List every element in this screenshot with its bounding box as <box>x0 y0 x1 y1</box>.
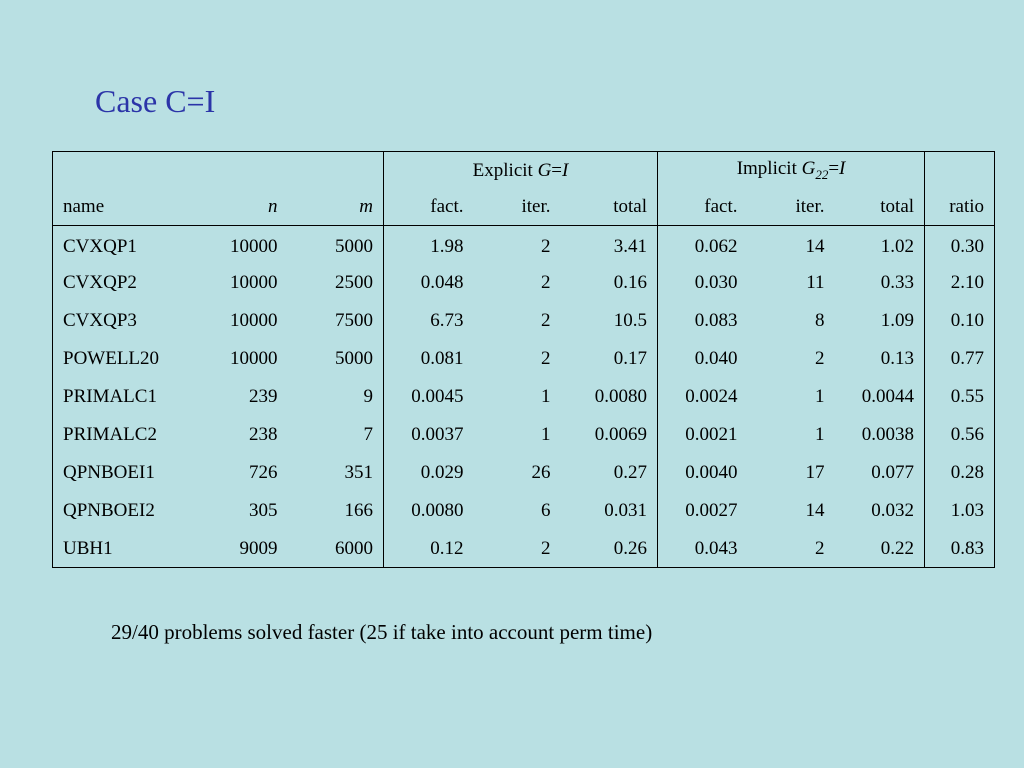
cell-n: 10000 <box>230 236 278 258</box>
cell-explicit-total: 10.5 <box>613 310 648 331</box>
col-header-name: name <box>53 189 198 226</box>
implicit-prefix: Implicit <box>736 158 802 180</box>
table-row <box>53 340 995 378</box>
cell-n: 239 <box>249 386 278 407</box>
cell-explicit-fact: 0.0037 <box>384 416 474 454</box>
slide-title: Case C=I <box>95 83 216 119</box>
cell-name: POWELL20 <box>63 348 160 369</box>
blank-header-cell <box>288 152 384 189</box>
cell-name: PRIMALC1 <box>63 386 157 407</box>
cell-explicit-total: 0.26 <box>613 537 648 559</box>
table-row <box>53 264 995 302</box>
cell-name: QPNBOEI1 <box>63 462 155 483</box>
table-row <box>53 416 995 454</box>
cell-explicit-iter: 2 <box>541 272 551 293</box>
cell-explicit-fact: 0.029 <box>384 454 474 492</box>
cell-explicit-iter: 1 <box>541 424 551 445</box>
cell-implicit-fact: 0.0040 <box>658 454 748 492</box>
cell-ratio: 0.30 <box>925 226 995 264</box>
cell-implicit-fact: 0.0021 <box>658 416 748 454</box>
cell-explicit-total: 0.031 <box>604 500 648 521</box>
cell-implicit-fact: 0.062 <box>658 226 748 264</box>
results-table <box>52 151 995 568</box>
cell-explicit-total: 0.16 <box>613 272 648 293</box>
footnote: 29/40 problems solved faster (25 if take into account perm time) <box>111 620 653 644</box>
cell-implicit-iter: 1 <box>815 424 825 445</box>
cell-implicit-total: 0.22 <box>880 537 915 559</box>
table-row <box>53 492 995 530</box>
cell-m: 5000 <box>335 236 373 258</box>
cell-explicit-fact: 0.081 <box>384 340 474 378</box>
cell-m: 2500 <box>335 272 373 293</box>
cell-implicit-total: 1.09 <box>880 310 915 331</box>
cell-explicit-fact: 0.048 <box>384 264 474 302</box>
cell-n: 726 <box>249 462 278 483</box>
cell-implicit-total: 1.02 <box>880 236 915 258</box>
explicit-group-header <box>384 152 658 189</box>
cell-explicit-fact: 0.12 <box>384 530 474 568</box>
cell-explicit-iter: 1 <box>541 386 551 407</box>
implicit-eq: = <box>828 158 840 180</box>
cell-implicit-total: 0.13 <box>880 348 915 369</box>
cell-explicit-total: 0.0069 <box>594 424 648 445</box>
cell-explicit-total: 0.0080 <box>594 386 648 407</box>
cell-ratio: 0.28 <box>925 454 995 492</box>
cell-implicit-total: 0.0044 <box>861 386 915 407</box>
cell-ratio: 0.55 <box>925 378 995 416</box>
cell-n: 10000 <box>230 348 278 369</box>
cell-n: 9009 <box>239 537 278 559</box>
cell-implicit-iter: 14 <box>805 236 825 258</box>
cell-explicit-fact: 1.98 <box>384 226 474 264</box>
table-row <box>53 226 995 264</box>
cell-name: CVXQP1 <box>63 236 137 258</box>
implicit-group-header <box>658 152 925 189</box>
cell-n: 10000 <box>230 310 278 331</box>
col-header-explicit-fact: fact. <box>384 189 474 226</box>
cell-explicit-iter: 2 <box>541 348 551 369</box>
table-row <box>53 302 995 340</box>
implicit-subscript: 22 <box>815 167 829 183</box>
col-header-implicit-iter: iter. <box>748 189 835 226</box>
explicit-I: I <box>562 159 569 181</box>
cell-implicit-total: 0.032 <box>871 500 915 521</box>
cell-implicit-total: 0.077 <box>871 462 915 483</box>
cell-implicit-fact: 0.0027 <box>658 492 748 530</box>
cell-explicit-fact: 6.73 <box>384 302 474 340</box>
cell-implicit-iter: 11 <box>806 272 825 293</box>
cell-implicit-iter: 8 <box>815 310 825 331</box>
col-header-m: m <box>288 189 384 226</box>
cell-implicit-total: 0.33 <box>880 272 915 293</box>
col-header-implicit-total: total <box>835 189 925 226</box>
blank-header-cell <box>925 152 995 189</box>
explicit-G: G <box>537 159 552 181</box>
cell-implicit-total: 0.0038 <box>861 424 915 445</box>
cell-explicit-total: 0.17 <box>613 348 648 369</box>
cell-implicit-iter: 2 <box>815 537 825 559</box>
cell-m: 166 <box>344 500 373 521</box>
cell-implicit-iter: 14 <box>805 500 825 521</box>
cell-explicit-fact: 0.0080 <box>384 492 474 530</box>
table-row <box>53 454 995 492</box>
blank-header-cell <box>198 152 288 189</box>
col-header-explicit-total: total <box>561 189 658 226</box>
explicit-prefix: Explicit <box>472 159 538 181</box>
implicit-G: G <box>801 158 816 180</box>
col-header-explicit-iter: iter. <box>474 189 561 226</box>
cell-name: PRIMALC2 <box>63 424 157 445</box>
group-header-row <box>53 152 995 189</box>
col-header-implicit-fact: fact. <box>658 189 748 226</box>
cell-m: 5000 <box>335 348 373 369</box>
cell-implicit-fact: 0.030 <box>658 264 748 302</box>
cell-n: 238 <box>249 424 278 445</box>
cell-implicit-fact: 0.043 <box>658 530 748 568</box>
cell-m: 7 <box>363 424 373 445</box>
cell-m: 9 <box>363 386 373 407</box>
col-header-ratio: ratio <box>925 189 995 226</box>
explicit-eq: = <box>551 159 563 181</box>
column-header-row <box>53 189 995 226</box>
cell-implicit-iter: 17 <box>805 462 825 483</box>
cell-explicit-iter: 6 <box>541 500 551 521</box>
cell-name: QPNBOEI2 <box>63 500 155 521</box>
cell-explicit-iter: 26 <box>531 462 551 483</box>
table-row <box>53 530 995 568</box>
cell-implicit-fact: 0.0024 <box>658 378 748 416</box>
cell-explicit-iter: 2 <box>541 537 551 559</box>
cell-m: 6000 <box>335 537 373 559</box>
cell-explicit-iter: 2 <box>541 310 551 331</box>
cell-name: UBH1 <box>63 537 113 559</box>
cell-ratio: 0.10 <box>925 302 995 340</box>
cell-explicit-total: 3.41 <box>613 236 648 258</box>
cell-implicit-fact: 0.040 <box>658 340 748 378</box>
implicit-I: I <box>839 158 846 180</box>
cell-explicit-total: 0.27 <box>613 462 648 483</box>
cell-implicit-iter: 1 <box>815 386 825 407</box>
col-header-n: n <box>198 189 288 226</box>
cell-implicit-fact: 0.083 <box>658 302 748 340</box>
cell-ratio: 0.56 <box>925 416 995 454</box>
cell-m: 7500 <box>335 310 373 331</box>
table-body <box>53 226 995 568</box>
cell-name: CVXQP2 <box>63 272 137 293</box>
cell-ratio: 1.03 <box>925 492 995 530</box>
cell-n: 305 <box>249 500 278 521</box>
cell-implicit-iter: 2 <box>815 348 825 369</box>
cell-ratio: 2.10 <box>925 264 995 302</box>
blank-header-cell <box>53 152 198 189</box>
cell-explicit-iter: 2 <box>541 236 551 258</box>
cell-ratio: 0.77 <box>925 340 995 378</box>
cell-n: 10000 <box>230 272 278 293</box>
cell-m: 351 <box>344 462 373 483</box>
cell-explicit-fact: 0.0045 <box>384 378 474 416</box>
table-row <box>53 378 995 416</box>
cell-ratio: 0.83 <box>925 530 995 568</box>
cell-name: CVXQP3 <box>63 310 137 331</box>
